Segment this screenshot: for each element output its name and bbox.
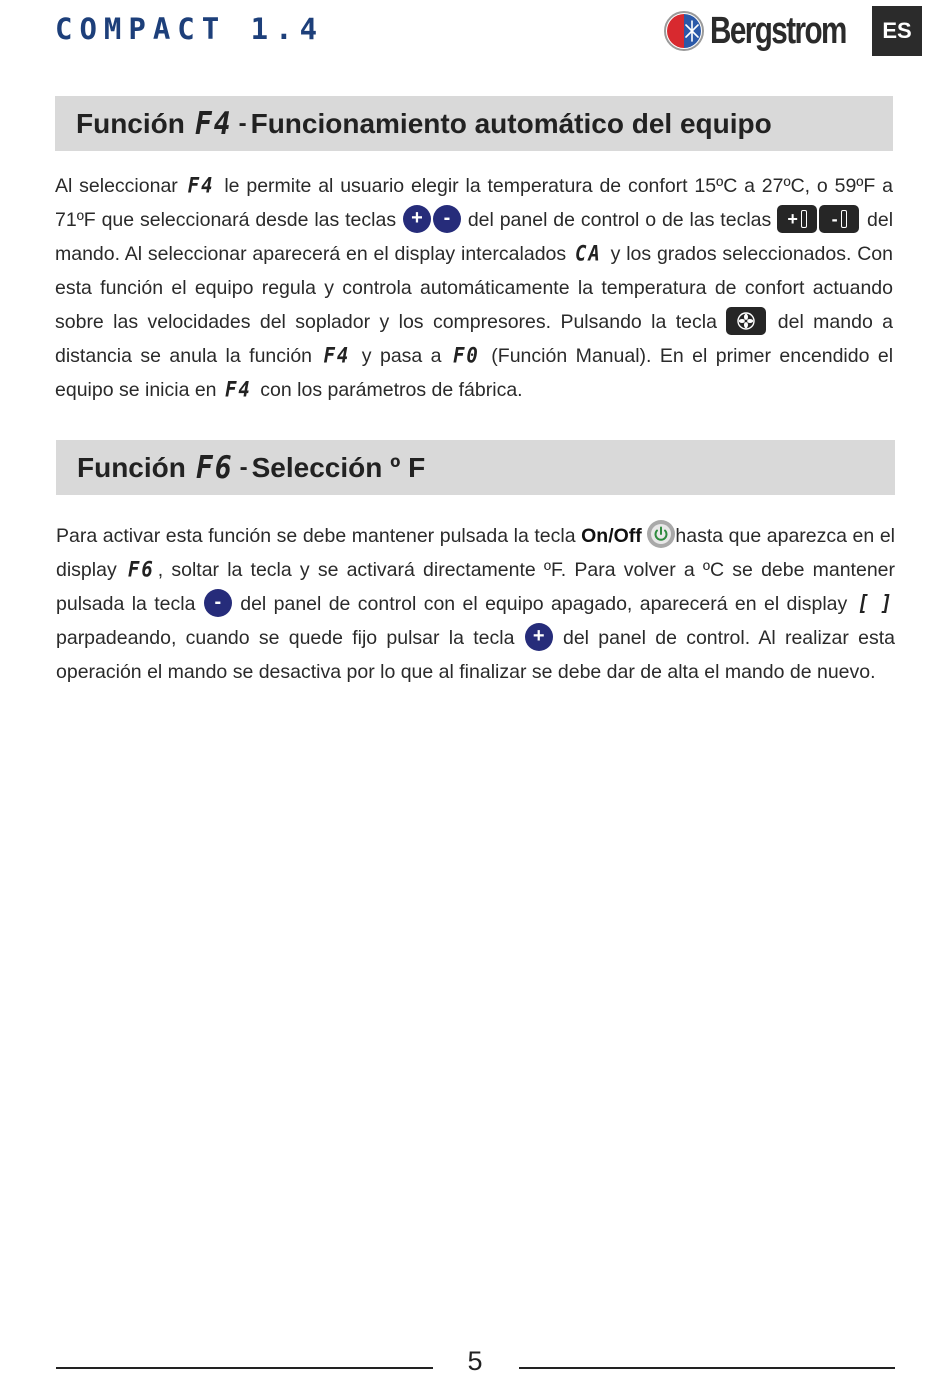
section-f6-paragraph: Para activar esta función se debe mantener pulsada la tecla On/Off hasta que aparezca en el display F6 , soltar la tecla y se activará directamente ºF. Para volver a ºC se debe mantener pulsada la tecla - del panel de control con el equipo apagado, aparecerá en el display [ ] parpadeando, cuando se quede fijo pulsar la tecla + del panel de control. Al realizar esta operación el mando se desactiva por lo que al finalizar se debe dar de alta el mando de nuevo. [56, 519, 895, 689]
section-f4-paragraph: Al seleccionar F4 le permite al usuario elegir la temperatura de confort 15ºC a 27ºC, o 59ºF a 71ºF que seleccionará desde las teclas + - del panel de control o de las teclas + - del mando. Al seleccionar aparecerá en el display intercalados CA y los grados seleccionados. Con esta función el equipo regula y controla automáticamente la temperatura de confort actuando sobre las velocidades del soplador y los compresores. Pulsando la tecla del mando a distancia se anula la función F4 y pasa a F0 (Función Manual). En el primer encendido el equipo se inicia en F4 con los parámetros de fábrica. [55, 169, 893, 407]
remote-plus-key: + [777, 205, 817, 233]
f0-display-code: F0 [452, 343, 480, 369]
language-badge: ES [872, 6, 922, 56]
document-title: COMPACT 1.4 [55, 12, 325, 46]
remote-fan-key [726, 307, 766, 335]
bergstrom-logo-icon [664, 11, 704, 51]
onoff-key-label: On/Off [581, 525, 642, 547]
footer-rule-right [519, 1367, 895, 1369]
f4-display-code: F4 [224, 377, 252, 403]
f4-display-code: F4 [187, 173, 215, 199]
brand-logo [664, 8, 884, 54]
power-key [647, 520, 675, 548]
page-number: 5 [467, 1346, 483, 1376]
section-f4-function-word: Función [76, 107, 185, 139]
section-f6-function-word: Función [77, 451, 186, 483]
ca-display-code: CA [574, 241, 602, 267]
f4-display-code: F4 [194, 105, 233, 142]
section-f6-header: Función F6 - Selección º F [56, 440, 895, 495]
thermometer-icon [801, 210, 807, 228]
f6-display-code: F6 [127, 557, 155, 583]
brand-name: Bergstrom [710, 9, 846, 52]
section-f4-header: Función F4 - Funcionamiento automático del equipo [55, 96, 893, 151]
thermometer-icon [841, 210, 847, 228]
section-f4-title: Funcionamiento automático del equipo [250, 107, 772, 139]
panel-minus-key: - [433, 205, 461, 233]
footer-rule-left [56, 1367, 433, 1369]
panel-plus-key: + [525, 623, 553, 651]
section-f6-title: Selección º F [251, 451, 426, 483]
panel-minus-key: - [204, 589, 232, 617]
f6-display-code: F6 [195, 449, 234, 486]
c-display-code: [ ] [857, 591, 892, 617]
f4-display-code: F4 [323, 343, 351, 369]
panel-plus-key: + [403, 205, 431, 233]
remote-minus-key: - [819, 205, 859, 233]
fan-icon [737, 312, 755, 330]
power-icon [647, 520, 675, 548]
